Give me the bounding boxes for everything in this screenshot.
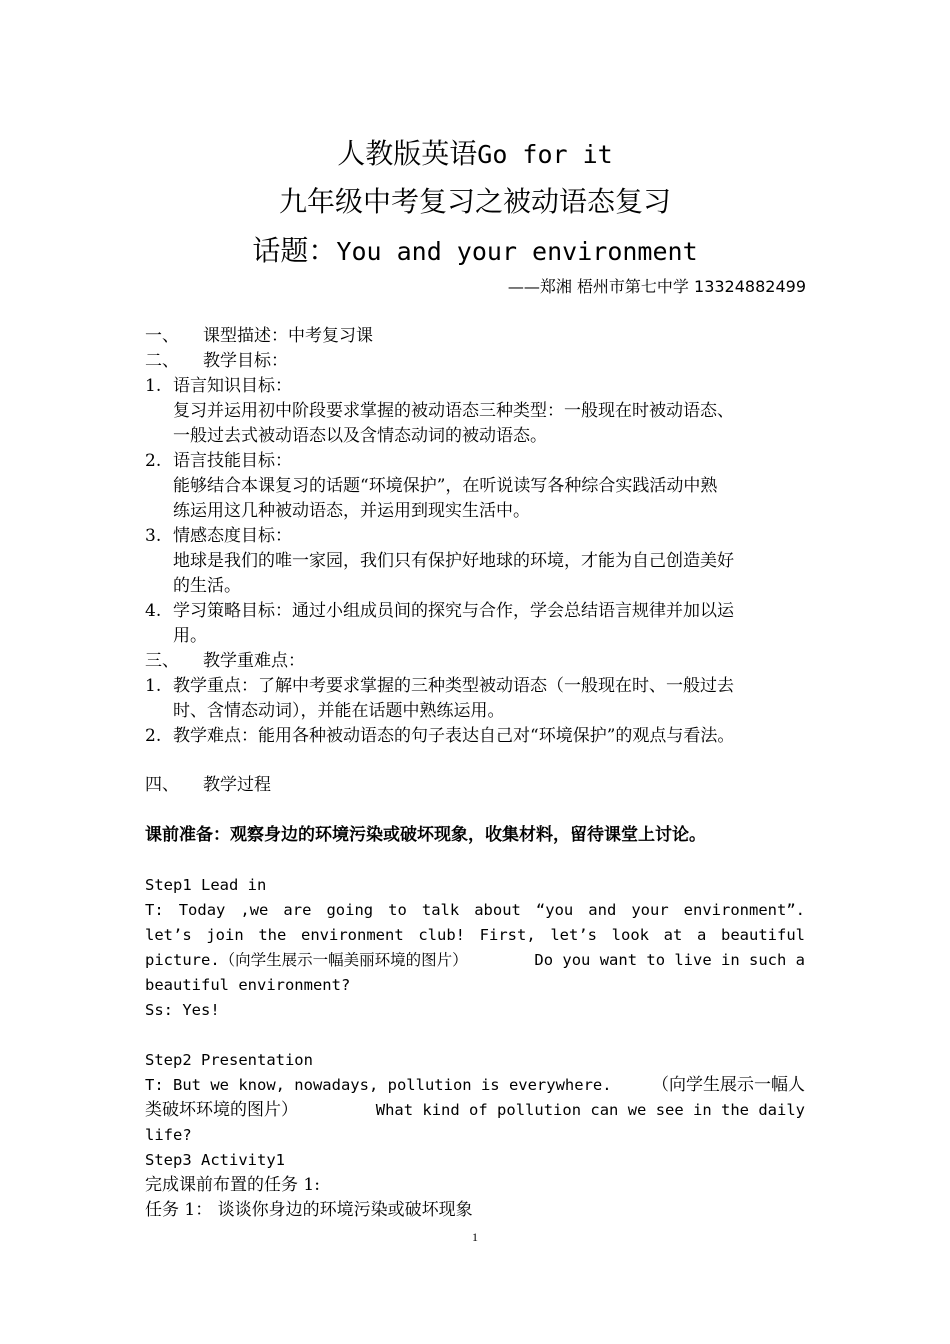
author-phone: 13324882499: [694, 277, 806, 296]
topic-label: 话题：: [252, 234, 337, 267]
item-text: 教学重点：了解中考要求掌握的三种类型被动语态（一般现在时、一般过去: [173, 676, 734, 696]
step-3-heading: Step3 Activity1: [145, 1151, 285, 1169]
item-text: 语言知识目标：: [173, 376, 292, 396]
step-1-heading: Step1 Lead in: [145, 876, 267, 894]
title-line-2: 九年级中考复习之被动语态复习: [278, 185, 671, 218]
step-2-line-2a: 类破坏环境的图片）: [145, 1100, 298, 1120]
section-num: 二、: [145, 351, 179, 371]
section-2: [145, 349, 288, 374]
author-name: ——郑湘 梧州市第七中学: [507, 277, 689, 296]
goal-2-line-1: 能够结合本课复习的话题“环境保护”，在听说读写各种综合实践活动中熟: [173, 476, 718, 496]
item-num: 2.: [145, 451, 162, 471]
goal-2-title: [145, 449, 292, 474]
section-num: 四、: [145, 775, 179, 795]
step-1-line-1: T: Today ,we are going to talk about “you and your environment”.: [145, 901, 805, 919]
step-3-line-1: 完成课前布置的任务 1:: [145, 1175, 320, 1195]
section-text: 课型描述：中考复习课: [203, 326, 373, 346]
title-line-3: [0, 231, 950, 272]
section-4: [145, 773, 271, 798]
goal-3-line-2: 的生活。: [173, 576, 241, 596]
step-2-line-1b: （向学生展示一幅人: [652, 1075, 805, 1095]
item-text: 学习策略目标：通过小组成员间的探究与合作，学会总结语言规律并加以运: [173, 601, 734, 621]
step-3-line-2: 任务 1： 谈谈你身边的环境污染或破坏现象: [145, 1200, 473, 1220]
preparation-note: 课前准备：观察身边的环境污染或破坏现象，收集材料，留待课堂上讨论。: [145, 825, 706, 845]
step-2-line-3: life?: [145, 1126, 192, 1144]
step-1-line-2: let’s join the environment club! First, let’s look at a beautiful: [145, 926, 805, 944]
goal-1-title: [145, 374, 292, 399]
item-num: 4.: [145, 601, 162, 621]
section-num: 三、: [145, 651, 179, 671]
item-num: 1.: [145, 376, 162, 396]
goal-3-line-1: 地球是我们的唯一家园，我们只有保护好地球的环境，才能为自己创造美好: [173, 551, 734, 571]
goal-4-line-1: [145, 599, 734, 624]
section-3: [145, 649, 305, 674]
key-point-2: [145, 724, 734, 749]
title-line-1: [0, 134, 950, 175]
step-1-line-5: Ss: Yes!: [145, 1001, 220, 1019]
step-1-line-3: [145, 948, 805, 973]
section-text: 教学目标：: [203, 351, 288, 371]
key-point-1-line-1: [145, 674, 734, 699]
goal-1-line-2: 一般过去式被动语态以及含情态动词的被动语态。: [173, 426, 547, 446]
section-text: 教学过程: [203, 775, 271, 795]
section-text: 教学重难点：: [203, 651, 305, 671]
item-num: 1.: [145, 676, 162, 696]
author-line: [508, 275, 806, 299]
title-en: Go for it: [477, 140, 613, 169]
step-1-line-3a: picture.（向学生展示一幅美丽环境的图片）: [145, 951, 468, 969]
step-2-line-1a: T: But we know, nowadays, pollution is everywhere.: [145, 1076, 612, 1094]
item-num: 3.: [145, 526, 162, 546]
section-1: [145, 324, 373, 349]
goal-3-title: [145, 524, 292, 549]
step-2-line-2: [145, 1098, 805, 1123]
item-num: 2.: [145, 726, 162, 746]
page-number: 1: [472, 1230, 478, 1244]
section-num: 一、: [145, 326, 179, 346]
goal-2-line-2: 练运用这几种被动语态，并运用到现实生活中。: [173, 501, 530, 521]
title-cn: 人教版英语: [337, 137, 478, 170]
step-1-line-4: beautiful environment?: [145, 976, 351, 994]
item-text: 情感态度目标：: [173, 526, 292, 546]
key-point-1-line-2: 时、含情态动词），并能在话题中熟练运用。: [173, 701, 505, 721]
topic-text: You and your environment: [336, 237, 698, 266]
step-1-line-3b: Do you want to live in such a: [534, 951, 805, 969]
item-text: 语言技能目标：: [173, 451, 292, 471]
goal-4-line-2: 用。: [173, 626, 207, 646]
goal-1-line-1: 复习并运用初中阶段要求掌握的被动语态三种类型：一般现在时被动语态、: [173, 401, 734, 421]
item-text: 教学难点：能用各种被动语态的句子表达自己对“环境保护”的观点与看法。: [173, 726, 735, 746]
step-2-heading: Step2 Presentation: [145, 1051, 313, 1069]
step-2-line-1: [145, 1073, 805, 1098]
step-2-line-2b: What kind of pollution can we see in the daily: [375, 1101, 805, 1119]
